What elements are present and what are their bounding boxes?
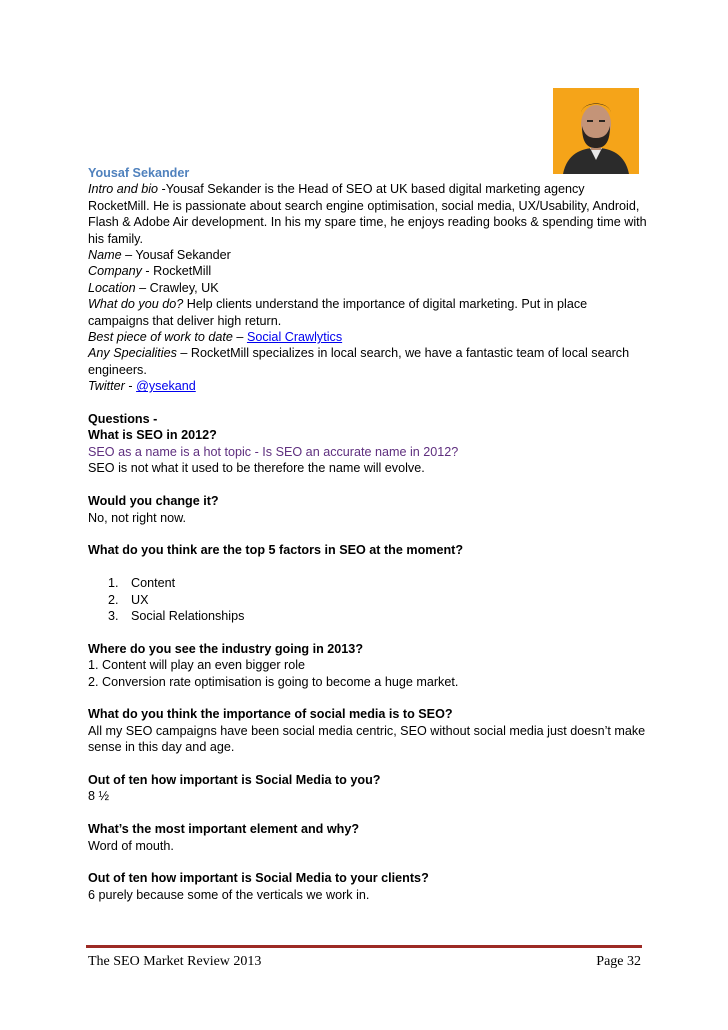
specialities-line: [88, 345, 648, 378]
what-do-line: [88, 296, 648, 329]
footer-divider: [86, 945, 642, 948]
what-do-label: What do you do?: [88, 297, 184, 312]
answer-2: No, not right now.: [88, 510, 187, 525]
intro-text: -Yousaf Sekander is the Head of SEO at UK based digital marketing agency RocketMill. He is passionate about search engine optimisation, social media, UX/Usability, Android, Flash & Adobe Air development. In his my spare time, he enjoys reading books & spending time with his family.: [88, 182, 647, 246]
answer-6: 8 ½: [88, 789, 110, 804]
twitter-line: [88, 378, 648, 394]
page-number: Page 32: [596, 954, 641, 969]
profile-name-heading: Yousaf Sekander: [88, 166, 190, 180]
answer-1: SEO is not what it used to be therefore the name will evolve.: [88, 461, 425, 476]
question-8: Out of ten how important is Social Media to your clients?: [88, 871, 429, 886]
questions-heading: Questions -: [88, 412, 158, 427]
question-3: What do you think are the top 5 factors in SEO at the moment?: [88, 543, 464, 558]
answer-5: All my SEO campaigns have been social media centric, SEO without social media just doesn’t make sense in this day and age.: [88, 723, 646, 755]
company-line: [88, 263, 648, 279]
answer-4-line-1: 1. Content will play an even bigger role: [88, 658, 306, 673]
what-do-value: Help clients understand the importance of digital marketing. Put in place campaigns that deliver high return.: [88, 297, 588, 328]
list-item: 3. Social Relationships: [108, 608, 245, 623]
company-value: - RocketMill: [141, 264, 212, 279]
author-photo: [553, 88, 639, 174]
best-piece-label: Best piece of work to date: [88, 330, 233, 345]
intro-paragraph: [88, 181, 648, 247]
answer-7: Word of mouth.: [88, 838, 174, 853]
name-value: – Yousaf Sekander: [121, 248, 231, 263]
name-line: [88, 247, 648, 263]
twitter-handle-link[interactable]: @ysekand: [136, 379, 196, 394]
company-label: Company: [88, 264, 142, 279]
question-1-sub: SEO as a name is a hot topic - Is SEO an accurate name in 2012?: [88, 444, 459, 459]
intro-label: Intro and bio: [88, 182, 159, 197]
page-body: [88, 165, 648, 903]
footer-title: The SEO Market Review 2013: [88, 954, 262, 969]
location-label: Location: [88, 280, 136, 295]
twitter-sep: -: [124, 379, 137, 394]
list-item: 2. UX: [108, 592, 149, 607]
specialities-label: Any Specialities: [88, 346, 177, 361]
answer-8: 6 purely because some of the verticals we work in.: [88, 887, 370, 902]
question-7: What’s the most important element and why?: [88, 822, 360, 837]
question-6: Out of ten how important is Social Media to you?: [88, 772, 381, 787]
name-label: Name: [88, 248, 122, 263]
answer-4-line-2: 2. Conversion rate optimisation is going to become a huge market.: [88, 674, 459, 689]
specialities-value: – RocketMill specializes in local search, we have a fantastic team of local search engineers.: [88, 346, 630, 377]
location-line: [88, 280, 648, 296]
question-4: Where do you see the industry going in 2013?: [88, 641, 364, 656]
social-crawlytics-link[interactable]: Social Crawlytics: [246, 330, 343, 345]
factors-list: [88, 575, 648, 624]
question-2: Would you change it?: [88, 494, 219, 509]
question-1: What is SEO in 2012?: [88, 428, 217, 443]
location-value: – Crawley, UK: [135, 280, 219, 295]
best-piece-line: [88, 329, 648, 345]
question-5: What do you think the importance of social media is to SEO?: [88, 707, 453, 722]
list-item: 1. Content: [108, 576, 176, 591]
best-piece-sep: –: [232, 330, 247, 345]
twitter-label: Twitter: [88, 379, 125, 394]
